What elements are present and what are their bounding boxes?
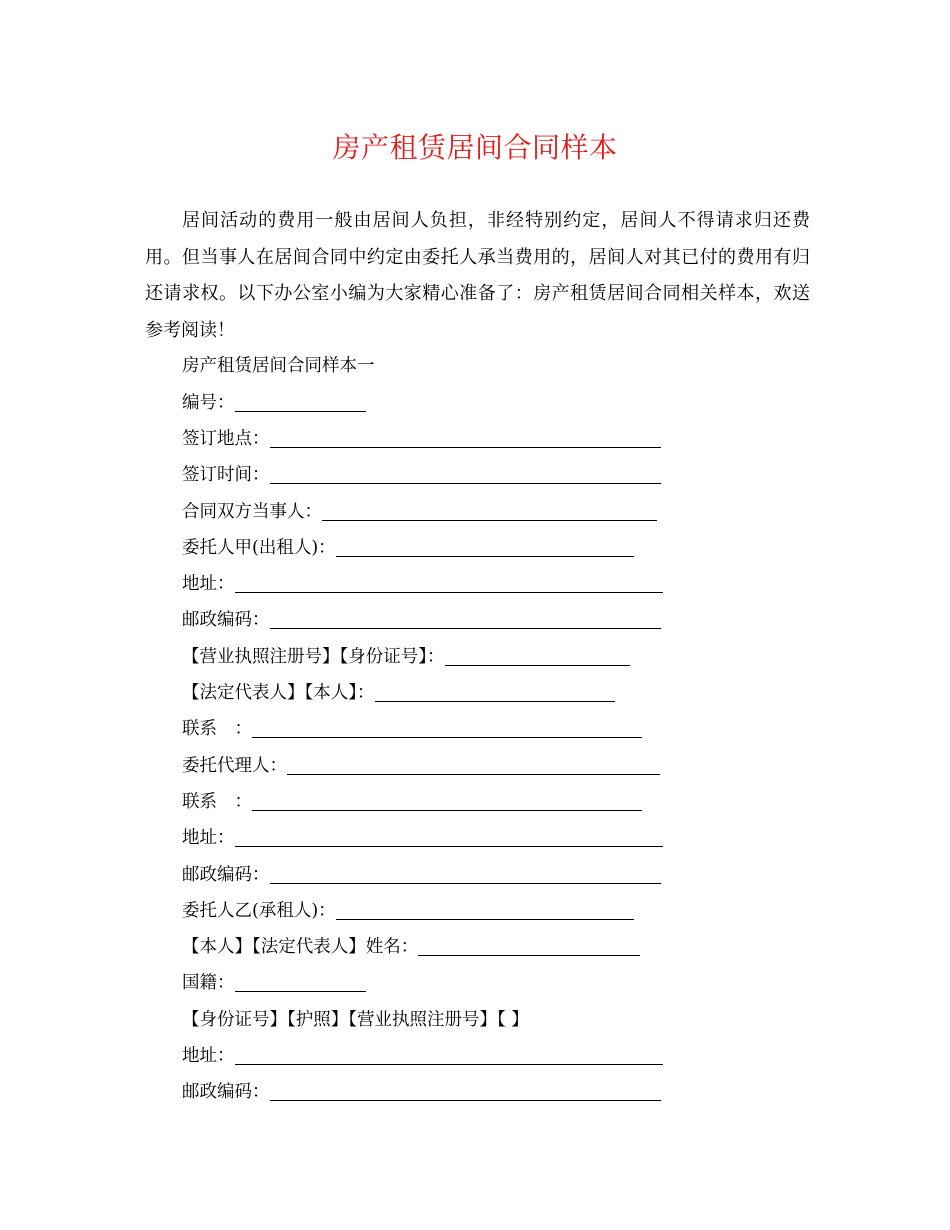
- intro-paragraph: 居间活动的费用一般由居间人负担，非经特别约定，居间人不得请求归还费用。但当事人在居间合同中约定由委托人承当费用的，居间人对其已付的费用有归还请求权。以下办公室小编为大家精心准备了：房产租赁居间合同相关样本，欢送参考阅读！: [145, 210, 810, 341]
- blank-line: [235, 1064, 663, 1065]
- blank-line: [270, 447, 661, 448]
- form-line-address: 地址：: [182, 1041, 663, 1071]
- form-line-id-type: 【身份证号】【护照】【营业执照注册号】【 】: [182, 1010, 529, 1030]
- blank-line: [270, 628, 661, 629]
- blank-line: [287, 774, 660, 775]
- form-line-contact: 联系 ：: [182, 787, 642, 817]
- form-line-postal-code: 邮政编码：: [182, 605, 661, 635]
- form-line-signing-time: 签订时间：: [182, 460, 661, 490]
- form-line-license-id: 【营业执照注册号】【身份证号】：: [182, 642, 630, 672]
- form-line-nationality: 国籍：: [182, 968, 366, 998]
- form-line-name: 【本人】【法定代表人】姓名：: [182, 932, 640, 962]
- form-line-legal-rep: 【法定代表人】【本人】：: [182, 678, 615, 708]
- blank-line: [445, 665, 630, 666]
- form-line-party-b: 委托人乙(承租人)：: [182, 896, 634, 926]
- blank-line: [270, 1100, 661, 1101]
- blank-line: [336, 919, 634, 920]
- blank-line: [322, 520, 657, 521]
- form-line-address: 地址：: [182, 823, 663, 853]
- form-line-contact: 联系 ：: [182, 714, 642, 744]
- blank-line: [252, 810, 642, 811]
- form-line-contract-number: 编号：: [182, 388, 366, 418]
- form-line-parties: 合同双方当事人：: [182, 497, 657, 527]
- form-line-agent: 委托代理人：: [182, 751, 660, 781]
- blank-line: [235, 846, 663, 847]
- form-line-party-a: 委托人甲(出租人)：: [182, 533, 634, 563]
- form-line-address: 地址：: [182, 569, 663, 599]
- blank-line: [235, 991, 366, 992]
- blank-line: [235, 592, 663, 593]
- blank-line: [336, 556, 634, 557]
- document-title: 房产租赁居间合同样本: [332, 131, 618, 164]
- form-line-postal-code: 邮政编码：: [182, 860, 661, 890]
- blank-line: [235, 411, 366, 412]
- blank-line: [270, 883, 661, 884]
- blank-line: [375, 701, 615, 702]
- form-line-postal-code: 邮政编码：: [182, 1077, 661, 1107]
- form-line-signing-place: 签订地点：: [182, 424, 661, 454]
- blank-line: [418, 955, 640, 956]
- blank-line: [270, 483, 661, 484]
- blank-line: [252, 737, 642, 738]
- section-heading: 房产租赁居间合同样本一: [182, 356, 375, 376]
